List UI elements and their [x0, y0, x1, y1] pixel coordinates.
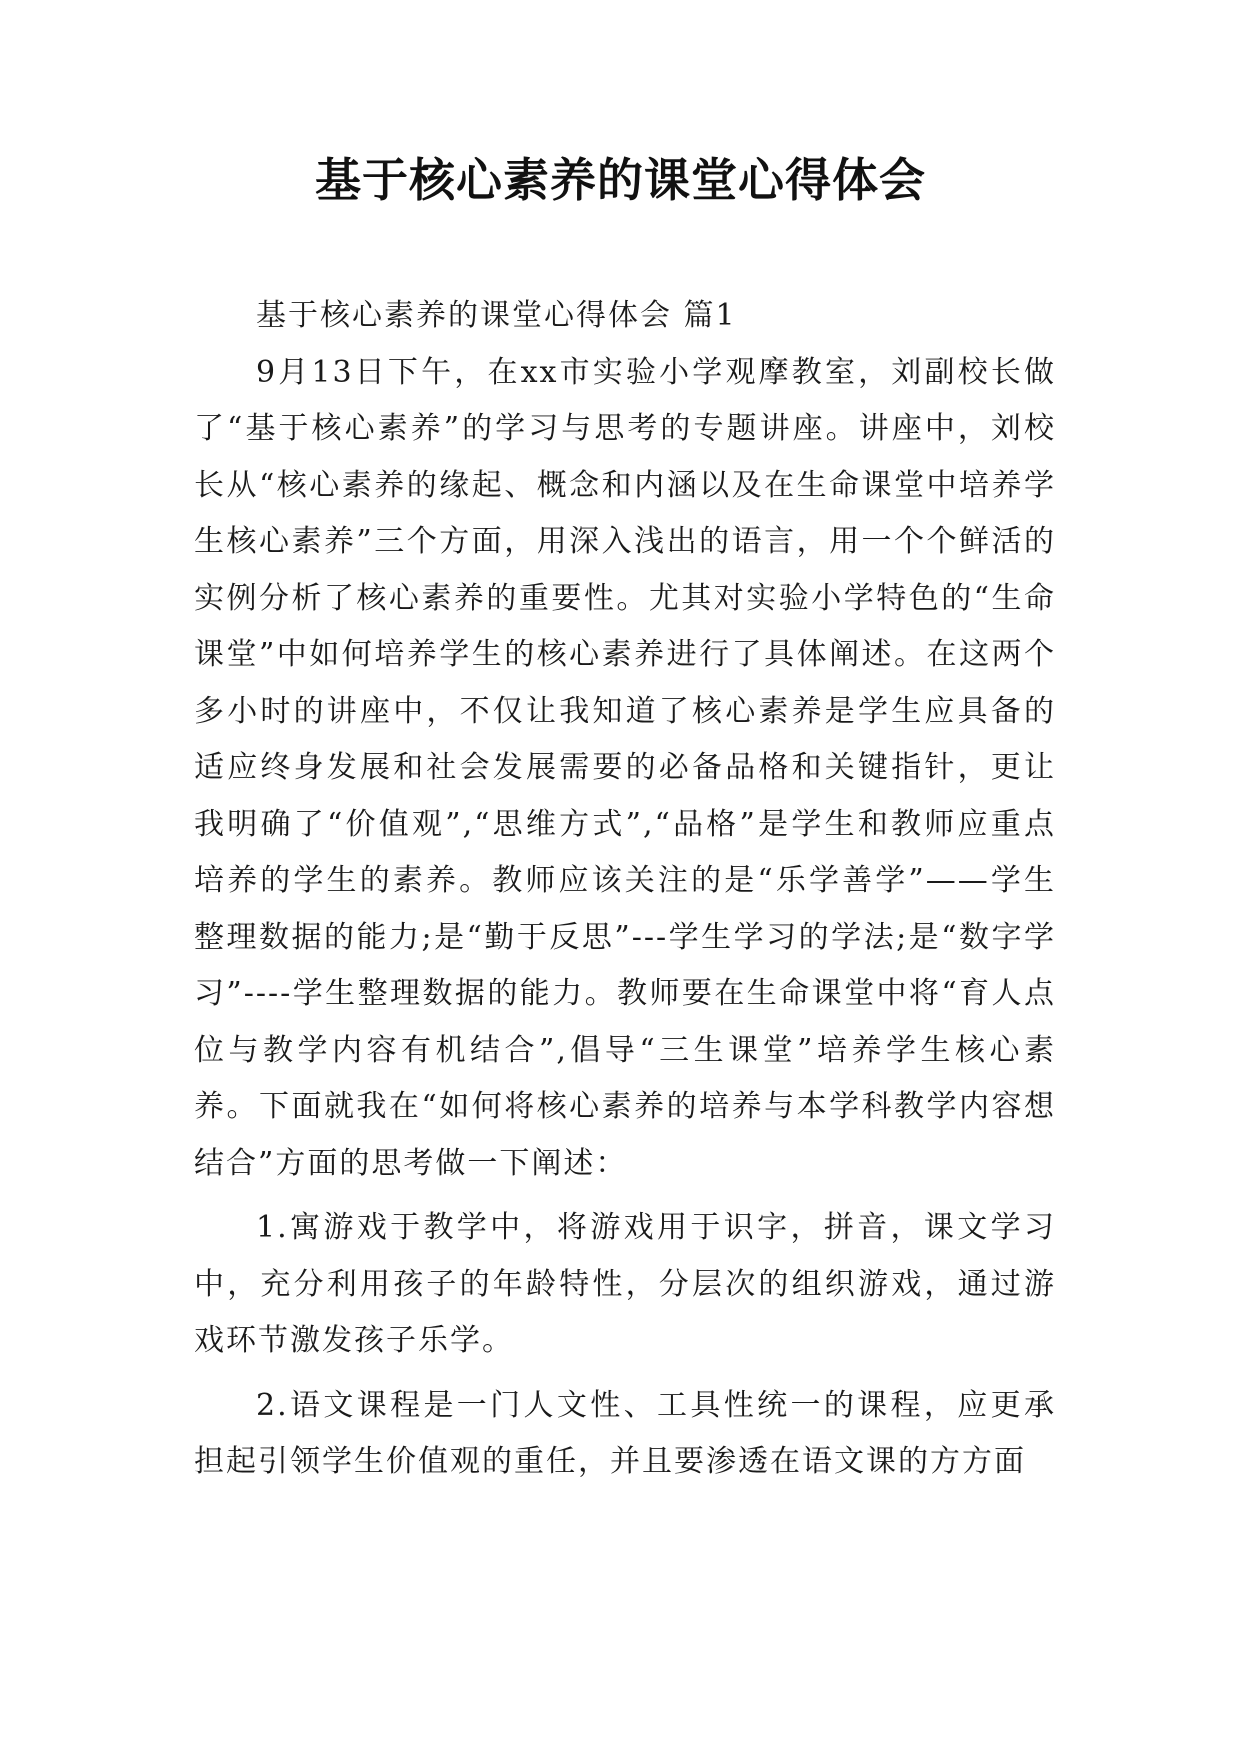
paragraph-point-1: 1.寓游戏于教学中，将游戏用于识字，拼音，课文学习中，充分利用孩子的年龄特性，分层次的组织游戏，通过游戏环节激发孩子乐学。 — [194, 1210, 1056, 1358]
paragraph-point-2: 2.语文课程是一门人文性、工具性统一的课程，应更承担起引领学生价值观的重任，并且要渗透在语文课的方方面 — [194, 1387, 1056, 1479]
section-heading: 基于核心素养的课堂心得体会 篇1 — [256, 298, 737, 333]
paragraph-intro: 9月13日下午，在xx市实验小学观摩教室，刘副校长做了“基于核心素养”的学习与思考的专题讲座。讲座中，刘校长从“核心素养的缘起、概念和内涵以及在生命课堂中培养学生核心素养”三个方面，用深入浅出的语言，用一个个鲜活的实例分析了核心素养的重要性。尤其对实验小学特色的“生命课堂”中如何培养学生的核心素养进行了具体阐述。在这两个多小时的讲座中，不仅让我知道了核心素养是学生应具备的适应终身发展和社会发展需要的必备品格和关键指针，更让我明确了“价值观”,“思维方式”,“品格”是学生和教师应重点培养的学生的素养。教师应该关注的是“乐学善学”——学生整理数据的能力;是“勤于反思”---学生学习的学法;是“数字学习”----学生整理数据的能力。教师要在生命课堂中将“育人点位与教学内容有机结合”,倡导“三生课堂”培养学生核心素养。下面就我在“如何将核心素养的培养与本学科教学内容想结合”方面的思考做一下阐述： — [194, 354, 1056, 1181]
document-body — [194, 288, 1056, 1491]
document-title: 基于核心素养的课堂心得体会 — [315, 153, 926, 207]
